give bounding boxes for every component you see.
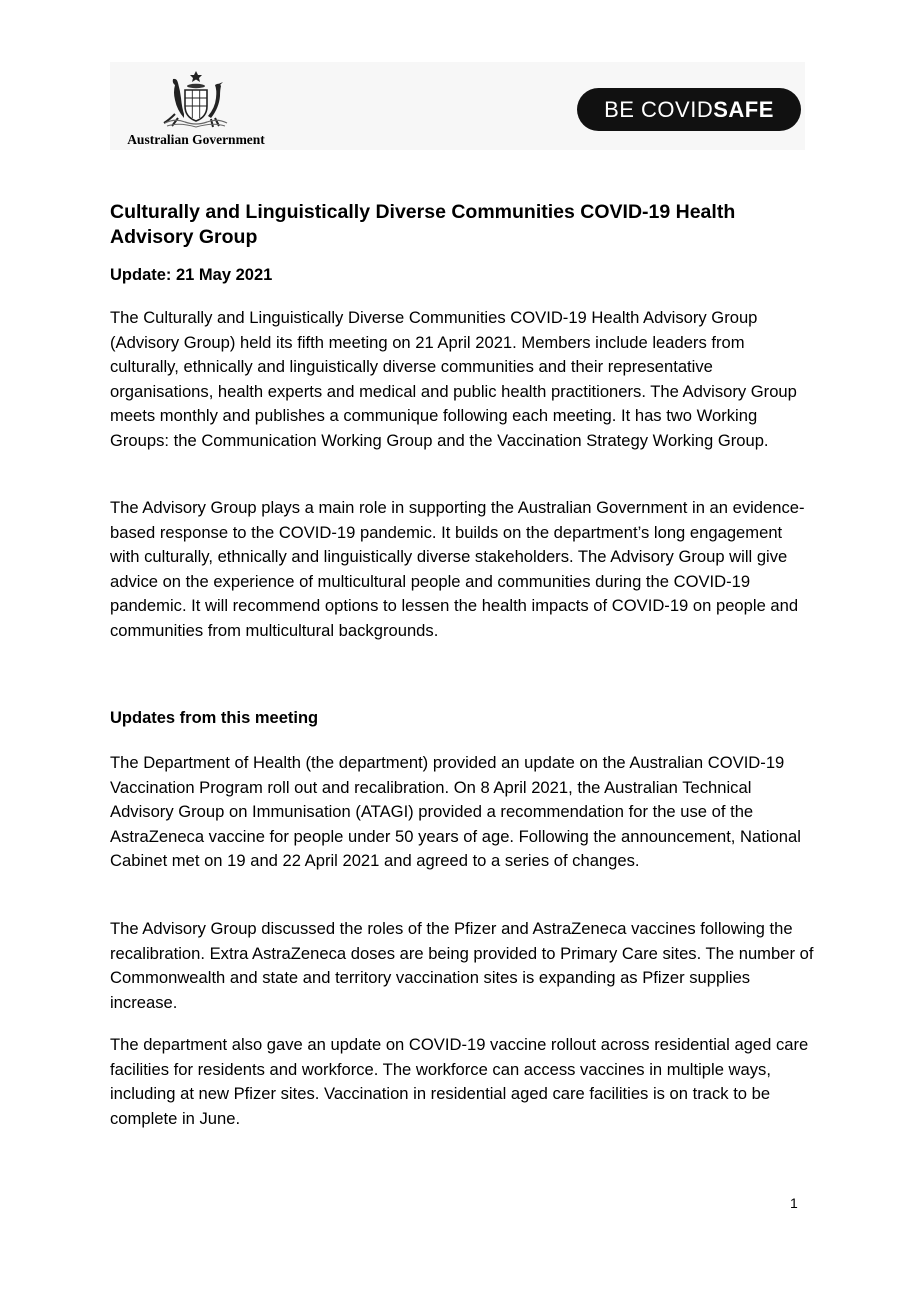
coat-of-arms-icon [153,68,239,130]
badge-be-covid: BE COVID [604,97,714,122]
be-covidsafe-badge [577,88,801,131]
government-name: Australian Government [127,132,265,147]
paragraph-role: The Advisory Group plays a main role in supporting the Australian Government in an evidence-based response to the COVID-19 pandemic. It builds on the department’s long engagement with culturally, ethnically and linguistically diverse stakeholders. The Advisory Group will give advice on the experience of multicultural people and communities during the COVID-19 pandemic. It will recommend options to lessen the health impacts of COVID-19 on people and communities from multicultural backgrounds. [110,498,805,640]
section-heading: Updates from this meeting [110,709,319,727]
badge-safe: SAFE [713,97,774,122]
document-title: Culturally and Linguistically Diverse Communities COVID-19 Health Advisory Group [110,201,736,248]
paragraph-aged-care: The department also gave an update on COVID-19 vaccine rollout across residential aged care facilities for residents and workforce. The workforce can access vaccines in multiple ways, including at new Pfizer sites. Vaccination in residential aged care facilities is on track to be complete in June. [110,1035,809,1128]
paragraph-vaccine-roles: The Advisory Group discussed the roles of the Pfizer and AstraZeneca vaccines following the recalibration. Extra AstraZeneca doses are being provided to Primary Care sites. The number of Commonwealth and state and territory vaccination sites is expanding as Pfizer supplies increase. [110,919,814,1012]
paragraph-intro: The Culturally and Linguistically Diverse Communities COVID-19 Health Advisory Group (Advisory Group) held its fifth meeting on 21 April 2021. Members include leaders from culturally, ethnically and linguistically diverse communities and their representative organisations, health experts and medical and public health practitioners. The Advisory Group meets monthly and publishes a communique following each meeting. It has two Working Groups: the Communication Working Group and the Vaccination Strategy Working Group. [110,308,797,450]
australian-government-logo [116,68,276,150]
paragraph-vaccination-program: The Department of Health (the department) provided an update on the Australian COVID-19 Vaccination Program roll out and recalibration. On 8 April 2021, the Australian Technical Advisory Group on Immunisation (ATAGI) provided a recommendation for the use of the AstraZeneca vaccine for people under 50 years of age. Following the announcement, National Cabinet met on 19 and 22 April 2021 and agreed to a series of changes. [110,753,801,870]
page-number: 1 [790,1195,798,1211]
update-date: Update: 21 May 2021 [110,266,273,284]
